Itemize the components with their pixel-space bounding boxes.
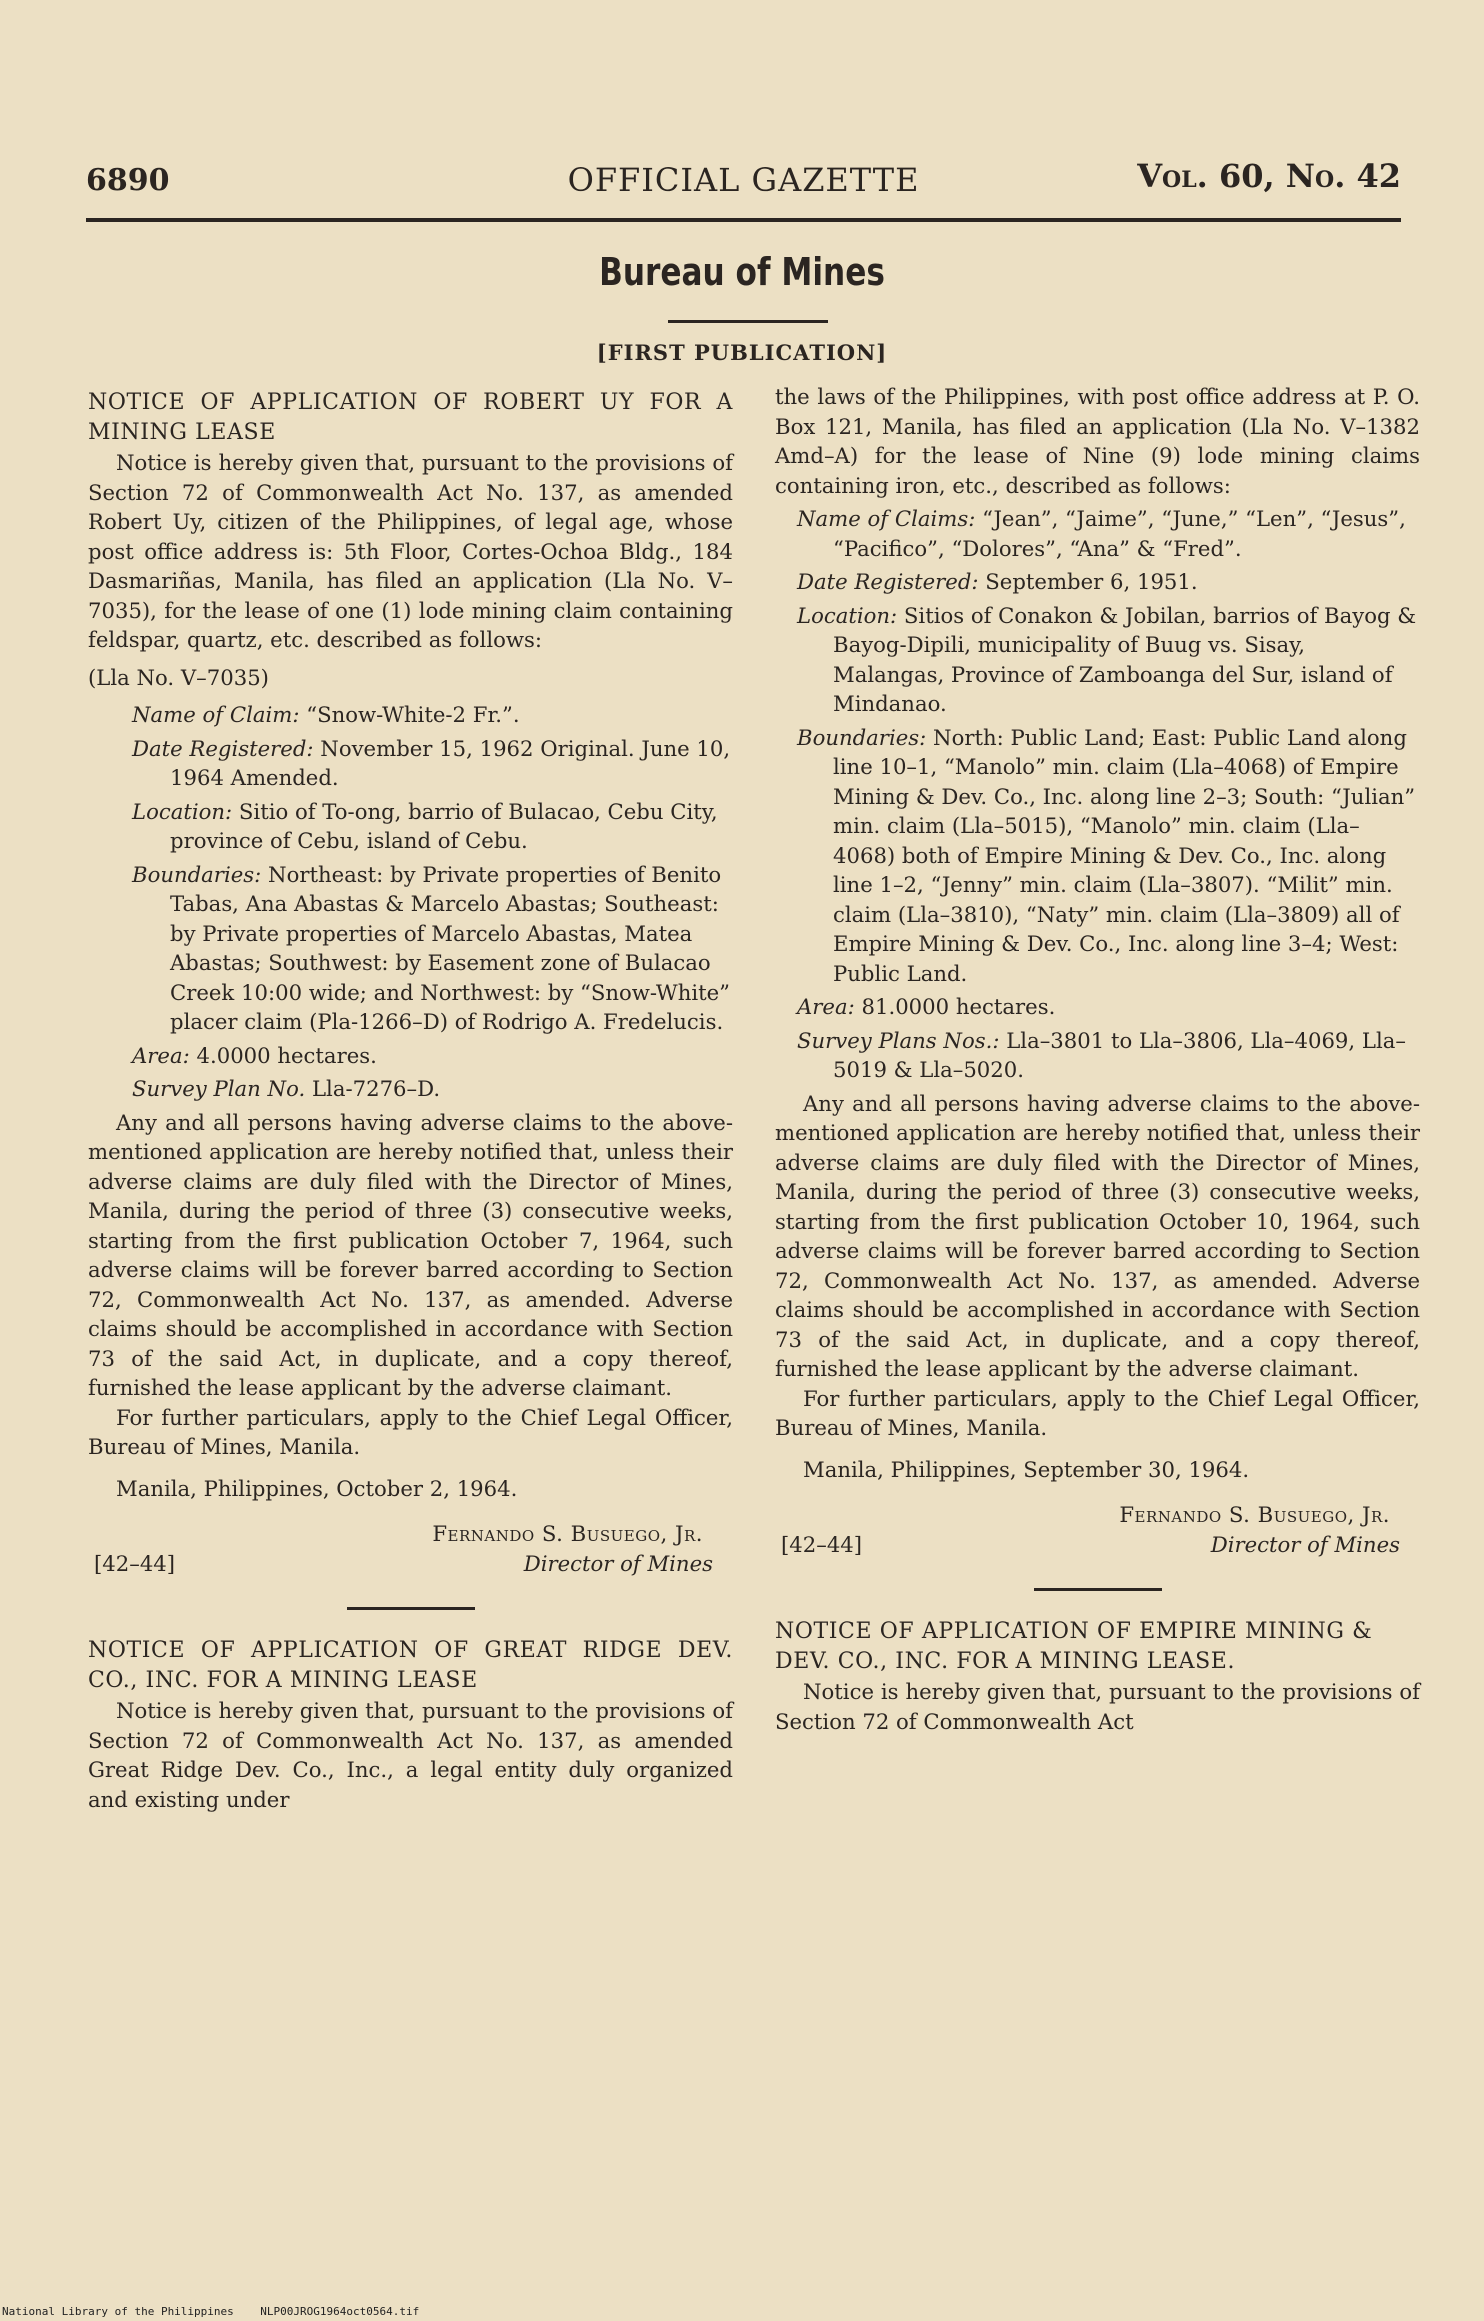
publication-label: [FIRST PUBLICATION] — [596, 340, 888, 365]
notice-heading: NOTICE OF APPLICATION OF GREAT RIDGE DEV. CO., INC. FOR A MINING LEASE — [88, 1638, 733, 1693]
boundaries-entry — [88, 860, 733, 1037]
date-entry — [775, 567, 1420, 597]
entry-value: 81.0000 hectares. — [861, 994, 1056, 1019]
entry-label: Name of Claims: — [797, 506, 976, 531]
entry-label: Boundaries: — [797, 724, 927, 750]
signatory-title: Director of Mines — [523, 1551, 713, 1576]
notice-heading: NOTICE OF APPLICATION OF ROBERT UY FOR A MINING LEASE — [88, 390, 733, 445]
entry-label: Date Registered: — [797, 569, 979, 594]
page-header — [86, 157, 1401, 211]
page-number: 6890 — [86, 163, 170, 198]
entry-label: Date Registered: — [132, 735, 314, 761]
entry-label: Survey Plan No. — [132, 1076, 306, 1101]
entry-value: Lla-7276–D. — [311, 1076, 441, 1101]
adverse-claims-paragraph: Any and all persons having adverse claims to the above-mentioned application are hereby notified that, unless their adverse claims are duly filed with the Director of Mines, Manila, during the period of three (3) consecutive weeks, starting from the first publication October 10, 1964, such adverse claims will be forever barred according to Section 72, Commonwealth Act No. 137, as amended. Adverse claims should be accomplished in accordance with Section 73 of the said Act, in duplicate, and a copy thereof, furnished the lease applicant by the adverse claimant. — [775, 1090, 1420, 1381]
entry-value: “Jean”, “Jaime”, “June,” “Len”, “Jesus”, “Pacifico”, “Dolores”, “Ana” & “Fred”. — [833, 506, 1406, 561]
divider-rule — [1034, 1588, 1162, 1591]
particulars-paragraph: For further particulars, apply to the Chief Legal Officer, Bureau of Mines, Manila. — [775, 1385, 1420, 1440]
scan-filename: NLP00JROG1964oct0564.tif — [260, 2305, 420, 2318]
publication-title: OFFICIAL GAZETTE — [567, 161, 920, 199]
notice-intro: Notice is hereby given that, pursuant to the provisions of Section 72 of Commonwealth Act — [775, 1679, 1420, 1734]
entry-value: Sitio of To-ong, barrio of Bulacao, Cebu City, province of Cebu, island of Cebu. — [170, 798, 718, 853]
signature-block — [88, 1519, 733, 1583]
volume-number: Vol. 60, No. 42 — [1137, 157, 1401, 195]
entry-value: “Snow-White-2 Fr.”. — [306, 702, 520, 727]
notice-intro: Notice is hereby given that, pursuant to the provisions of Section 72 of Commonwealth Act No. 137, as amended Robert Uy, citizen of the Philippines, of legal age, whose post office address is: 5th Floor, Cortes-Ochoa Bldg., 184 Dasmariñas, Manila, has filed an application (Lla No. V–7035), for the lease of one (1) lode mining claim containing feldspar, quartz, etc. described as follows: — [88, 450, 733, 652]
survey-plans-entry — [775, 1026, 1420, 1085]
section-title: Bureau of Mines — [599, 250, 885, 294]
issue-code: [42–44] — [781, 1532, 863, 1557]
notice-date: Manila, Philippines, September 30, 1964. — [803, 1456, 1250, 1482]
entry-value: Sitios of Conakon & Jobilan, barrios of Bayog & Bayog-Dipili, municipality of Buug vs. Sisay, Malangas, Province of Zamboanga del Sur, island of Mindanao. — [833, 602, 1417, 716]
section-rule — [668, 320, 828, 323]
particulars-paragraph: For further particulars, apply to the Chief Legal Officer, Bureau of Mines, Manila. — [88, 1404, 733, 1459]
right-column — [775, 382, 1420, 1736]
area-entry — [88, 1041, 733, 1071]
entry-value: 4.0000 hectares. — [196, 1042, 377, 1068]
lla-number: (Lla No. V–7035) — [88, 664, 269, 690]
divider-rule — [347, 1607, 475, 1610]
issue-code: [42–44] — [94, 1551, 176, 1576]
location-entry — [88, 797, 733, 856]
entry-label: Survey Plans Nos.: — [797, 1027, 1000, 1053]
notice-date: Manila, Philippines, October 2, 1964. — [116, 1475, 518, 1501]
entry-value: Lla–3801 to Lla–3806, Lla–4069, Lla–5019 & Lla–5020. — [833, 1027, 1406, 1082]
header-rule — [86, 218, 1401, 222]
library-credit: National Library of the Philippines — [2, 2305, 234, 2318]
survey-plan-entry — [88, 1074, 733, 1104]
location-entry — [775, 601, 1420, 719]
left-column — [88, 388, 733, 1814]
entry-value: September 6, 1951. — [985, 569, 1198, 594]
entry-label: Location: — [797, 602, 898, 628]
entry-label: Location: — [132, 798, 233, 824]
scan-footer — [2, 2305, 419, 2318]
boundaries-entry — [775, 723, 1420, 989]
area-entry — [775, 992, 1420, 1022]
signatory-title: Director of Mines — [1210, 1532, 1400, 1557]
adverse-claims-paragraph: Any and all persons having adverse claims to the above-mentioned application are hereby notified that, unless their adverse claims are duly filed with the Director of Mines, Manila, during the period of three (3) consecutive weeks, starting from the first publication October 7, 1964, such adverse claims will be forever barred according to Section 72, Commonwealth Act No. 137, as amended. Adverse claims should be accomplished in accordance with Section 73 of the said Act, in duplicate, and a copy thereof, furnished the lease applicant by the adverse claimant. — [88, 1109, 733, 1400]
notice-intro: Notice is hereby given that, pursuant to the provisions of Section 72 of Commonwealth Act No. 137, as amended Great Ridge Dev. Co., Inc., a legal entity duly organized and existing under — [88, 1698, 733, 1812]
entry-label: Name of Claim: — [132, 702, 300, 727]
claim-entry — [88, 700, 733, 730]
notice-heading: NOTICE OF APPLICATION OF EMPIRE MINING & DEV. CO., INC. FOR A MINING LEASE. — [775, 1619, 1373, 1674]
entry-label: Area: — [797, 994, 855, 1019]
notice-intro-continued: the laws of the Philippines, with post office address at P. O. Box 121, Manila, has filed an application (Lla No. V–1382 Amd–A) for the lease of Nine (9) lode mining claims containing iron, etc., described as follows: — [775, 384, 1420, 498]
entry-label: Area: — [132, 1042, 190, 1068]
signatory-name: Fernando S. Busuego, Jr. — [432, 1521, 703, 1546]
entry-label: Boundaries: — [132, 861, 262, 887]
date-entry — [88, 734, 733, 793]
entry-value: North: Public Land; East: Public Land along line 10–1, “Manolo” min. claim (Lla–4068) of Empire Mining & Dev. Co., Inc. along line 2–3; South: “Julian” min. claim (Lla–5015), “Manolo” min. claim (Lla–4068) both of Empire Mining & Dev. Co., Inc. along line 1–2, “Jenny” min. claim (Lla–3807). “Milit” min. claim (Lla–3810), “Naty” min. claim (Lla–3809) all of Empire Mining & Dev. Co., Inc. along line 3–4; West: Public Land. — [833, 724, 1416, 986]
signatory-name: Fernando S. Busuego, Jr. — [1119, 1502, 1390, 1527]
entry-value: November 15, 1962 Original. June 10, 1964 Amended. — [170, 735, 731, 790]
claims-entry — [775, 504, 1420, 563]
signature-block — [775, 1500, 1420, 1564]
entry-value: Northeast: by Private properties of Benito Tabas, Ana Abastas & Marcelo Abastas; Southeast: by Private properties of Marcelo Abastas, Matea Abastas; Southwest: by Easement zone of Bulacao Creek 10:00 wide; and Northwest: by “Snow-White” placer claim (Pla-1266–D) of Rodrigo A. Fredelucis. — [170, 861, 730, 1034]
